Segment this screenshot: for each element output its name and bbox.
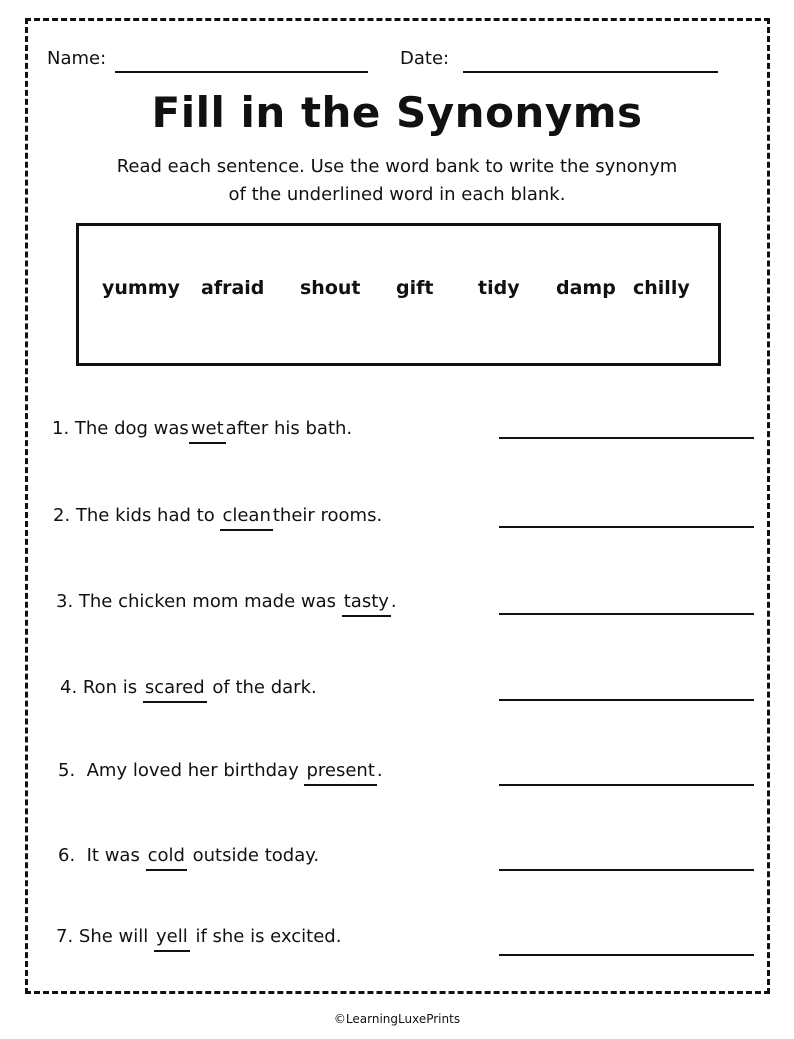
question-6 [58, 847, 319, 865]
answer-blank-1[interactable] [499, 437, 754, 439]
word-bank-item: damp [556, 277, 616, 299]
date-field[interactable] [463, 71, 718, 73]
question-text: 5. Amy loved her birthday [58, 760, 305, 781]
underlined-word: scared [143, 677, 207, 703]
question-text: outside today. [186, 845, 320, 866]
question-text: 4. Ron is [60, 677, 143, 698]
question-text: after his bath. [225, 418, 353, 439]
instructions [0, 153, 794, 209]
answer-blank-6[interactable] [499, 869, 754, 871]
question-text: 7. She will [56, 926, 154, 947]
answer-blank-2[interactable] [499, 526, 754, 528]
question-text: . [390, 591, 397, 612]
question-text: of the dark. [206, 677, 317, 698]
underlined-word: tasty [342, 591, 391, 617]
page-title: Fill in the Synonyms [151, 88, 643, 137]
underlined-word: present [304, 760, 376, 786]
name-label: Name: [47, 48, 107, 69]
word-bank-item: gift [396, 277, 434, 299]
answer-blank-5[interactable] [499, 784, 754, 786]
date-label: Date: [400, 48, 450, 69]
question-text: 6. It was [58, 845, 146, 866]
underlined-word: wet [189, 418, 226, 444]
question-text: their rooms. [272, 505, 383, 526]
question-text: 2. The kids had to [53, 505, 221, 526]
answer-blank-4[interactable] [499, 699, 754, 701]
answer-blank-7[interactable] [499, 954, 754, 956]
copyright-footer: ©LearningLuxePrints [333, 1012, 461, 1026]
question-2 [53, 507, 382, 525]
instructions-line-2: of the underlined word in each blank. [228, 184, 566, 205]
answer-blank-3[interactable] [499, 613, 754, 615]
underlined-word: yell [154, 926, 190, 952]
instructions-line-1: Read each sentence. Use the word bank to write the synonym [116, 156, 678, 177]
underlined-word: clean [220, 505, 272, 531]
word-bank-item: yummy [102, 277, 180, 299]
question-7 [56, 928, 341, 946]
word-bank-item: chilly [633, 277, 690, 299]
name-field[interactable] [115, 71, 368, 73]
question-1 [52, 420, 352, 438]
word-bank-item: tidy [478, 277, 520, 299]
underlined-word: cold [146, 845, 187, 871]
question-text: 3. The chicken mom made was [56, 591, 342, 612]
word-bank-item: shout [300, 277, 361, 299]
question-3 [56, 593, 397, 611]
word-bank-item: afraid [201, 277, 265, 299]
question-text: 1. The dog was [52, 418, 189, 439]
question-text: if she is excited. [189, 926, 342, 947]
question-4 [60, 679, 317, 697]
question-5 [58, 762, 383, 780]
question-text: . [376, 760, 383, 781]
